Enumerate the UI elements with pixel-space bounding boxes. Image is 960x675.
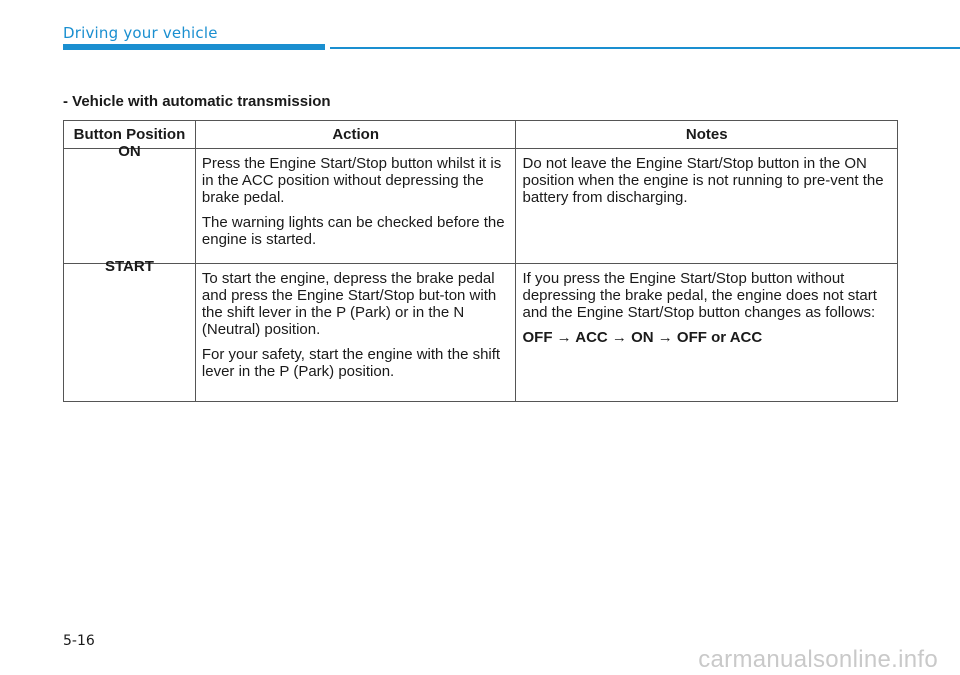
position-cell <box>64 258 196 402</box>
column-header-action: Action <box>195 121 516 149</box>
subsection-heading: - Vehicle with automatic transmission <box>63 93 331 110</box>
button-sequence-text: OFF → ACC → ON → OFF or ACC <box>522 329 763 346</box>
watermark: carmanualsonline.info <box>698 646 938 673</box>
action-text: For your safety, start the engine with the shift lever in the P (Park) position. <box>201 346 501 380</box>
position-cell <box>64 143 196 264</box>
position-label-start: START <box>105 258 154 275</box>
column-header-notes: Notes <box>516 121 898 149</box>
button-position-table <box>63 120 898 402</box>
action-text: Press the Engine Start/Stop button whilst it is in the ACC position without depressing the brake pedal. <box>201 155 502 206</box>
header-rule <box>330 47 960 49</box>
action-cell <box>195 149 516 264</box>
header-accent-bar <box>63 44 325 50</box>
action-cell <box>195 264 516 402</box>
position-label-on: ON <box>118 143 141 160</box>
page-number: 5-16 <box>63 633 95 649</box>
column-header-button-position: Button Position <box>64 121 196 149</box>
action-text: To start the engine, depress the brake pedal and press the Engine Start/Stop but-ton with the shift lever in the P (Park) or in the N (Neutral) position. <box>201 270 497 338</box>
notes-cell <box>516 149 898 264</box>
section-title: Driving your vehicle <box>63 24 218 42</box>
notes-text: Do not leave the Engine Start/Stop button in the ON position when the engine is not running to pre-vent the battery from discharging. <box>522 155 884 206</box>
notes-text: If you press the Engine Start/Stop button without depressing the brake pedal, the engine does not start and the Engine Start/Stop button changes as follows: <box>522 270 877 321</box>
table-row <box>64 264 898 402</box>
table-row <box>64 149 898 264</box>
action-text: The warning lights can be checked before the engine is started. <box>201 214 505 248</box>
notes-cell <box>516 264 898 402</box>
